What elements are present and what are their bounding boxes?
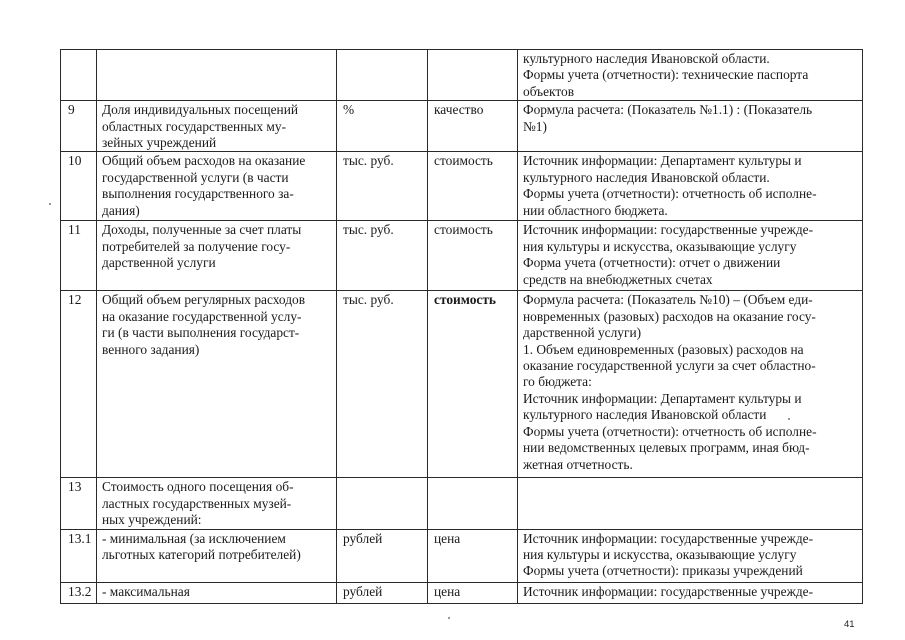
indicator-type-cell: [428, 50, 518, 101]
text-line: ги (в части выполнения государст-: [102, 325, 300, 341]
text-line: областных государственных му-: [102, 118, 287, 134]
text-line: Общий объем регулярных расходов: [102, 292, 306, 308]
description-cell: [518, 291, 863, 478]
row-number-cell: 9: [61, 101, 97, 152]
text-line: культурного наследия Ивановской области.: [523, 51, 770, 66]
indicator-type-cell: стоимость: [428, 152, 518, 221]
text-line: культурного наследия Ивановской области: [523, 407, 767, 423]
scan-speck: [448, 617, 450, 619]
text-line: новременных (разовых) расходов на оказание госу-: [523, 308, 816, 324]
indicator-name-cell: [97, 152, 337, 221]
table-row: [61, 478, 863, 529]
text-line: государственной услуги (в части: [102, 169, 289, 185]
table-row: [61, 529, 863, 582]
text-line: объектов: [523, 83, 575, 99]
unit-cell: %: [337, 101, 428, 152]
row-number-cell: 13: [61, 478, 97, 529]
text-line: на оказание государственной услу-: [102, 308, 302, 324]
indicator-type-cell: стоимость: [428, 291, 518, 478]
indicator-type-cell: [428, 478, 518, 529]
text-line: льготных категорий потребителей): [102, 547, 301, 563]
description-cell: [518, 50, 863, 101]
indicator-type-cell: цена: [428, 529, 518, 582]
unit-cell: тыс. руб.: [337, 152, 428, 221]
description-cell: [518, 582, 863, 603]
text-line: Общий объем расходов на оказание: [102, 153, 306, 169]
description-cell: [518, 529, 863, 582]
text-line: - максимальная: [102, 583, 190, 599]
text-line: Источник информации: государственные учрежде-: [523, 222, 814, 238]
row-number-cell: [61, 50, 97, 101]
description-cell: [518, 101, 863, 152]
text-line: Стоимость одного посещения об-: [102, 479, 294, 495]
table-row: [61, 291, 863, 478]
table-row: [61, 221, 863, 291]
indicator-name-cell: [97, 478, 337, 529]
text-line: ных учреждений:: [102, 512, 202, 528]
table-row: [61, 582, 863, 603]
text-line: Формы учета (отчетности): отчетность об исполне-: [523, 423, 817, 439]
text-line: Источник информации: Департамент культуры и: [523, 390, 802, 406]
indicator-type-cell: цена: [428, 582, 518, 603]
text-line: Доля индивидуальных посещений: [102, 102, 299, 118]
text-line: выполнения государственного за-: [102, 186, 294, 202]
description-cell: [518, 152, 863, 221]
description-cell: [518, 478, 863, 529]
unit-cell: тыс. руб.: [337, 221, 428, 291]
text-line: дарственной услуги): [523, 325, 642, 341]
row-number-cell: 10: [61, 152, 97, 221]
indicator-type-cell: качество: [428, 101, 518, 152]
text-line: нии областного бюджета.: [523, 202, 668, 218]
unit-cell: тыс. руб.: [337, 291, 428, 478]
text-line: Формы учета (отчетности): приказы учреждений: [523, 563, 803, 579]
indicator-name-cell: [97, 529, 337, 582]
text-line: венного задания): [102, 341, 200, 357]
text-line: ния культуры и искусства, оказывающие услугу: [523, 238, 797, 254]
unit-cell: рублей: [337, 582, 428, 603]
row-number-cell: 12: [61, 291, 97, 478]
text-line: Форма учета (отчетности): отчет о движении: [523, 255, 781, 271]
text-line: - минимальная (за исключением: [102, 530, 286, 546]
text-line: нии ведомственных целевых программ, иная бюд-: [523, 440, 810, 456]
text-line: Источник информации: государственные учрежде-: [523, 583, 814, 599]
indicator-name-cell: [97, 101, 337, 152]
text-line: средств на внебюджетных счетах: [523, 271, 713, 287]
text-line: оказание государственной услуги за счет областно-: [523, 358, 816, 374]
text-line: Формы учета (отчетности): отчетность об исполне-: [523, 186, 817, 202]
indicator-name-cell: [97, 50, 337, 101]
text-line: Доходы, полученные за счет платы: [102, 222, 302, 238]
unit-cell: рублей: [337, 529, 428, 582]
indicator-type-cell: стоимость: [428, 221, 518, 291]
table-row: [61, 152, 863, 221]
description-cell: [518, 221, 863, 291]
indicator-name-cell: [97, 582, 337, 603]
scan-speck: [788, 418, 790, 420]
text-line: ния культуры и искусства, оказывающие услугу: [523, 547, 797, 563]
text-line: 1. Объем единовременных (разовых) расходов на: [523, 341, 804, 357]
row-number-cell: 13.1: [61, 529, 97, 582]
text-line: Формула расчета: (Показатель №10) – (Объем еди-: [523, 292, 813, 308]
text-line: №1): [523, 118, 547, 134]
text-line: потребителей за получение госу-: [102, 238, 291, 254]
indicator-name-cell: [97, 291, 337, 478]
indicator-name-cell: [97, 221, 337, 291]
row-number-cell: 11: [61, 221, 97, 291]
text-line: Формы учета (отчетности): технические паспорта: [523, 67, 809, 83]
unit-cell: [337, 50, 428, 101]
text-line: Источник информации: Департамент культуры и: [523, 153, 802, 169]
text-line: дания): [102, 202, 140, 218]
text-line: зейных учреждений: [102, 135, 217, 151]
table-row: [61, 101, 863, 152]
text-line: Источник информации: государственные учрежде-: [523, 530, 814, 546]
indicators-table: [60, 49, 863, 604]
page-number: 41: [844, 619, 855, 630]
text-line: жетная отчетность.: [523, 456, 633, 472]
text-line: Формула расчета: (Показатель №1.1) : (Показатель: [523, 102, 813, 118]
text-line: дарственной услуги: [102, 255, 216, 271]
unit-cell: [337, 478, 428, 529]
text-line: ластных государственных музей-: [102, 495, 292, 511]
row-number-cell: 13.2: [61, 582, 97, 603]
text-line: го бюджета:: [523, 374, 592, 390]
text-line: культурного наследия Ивановской области.: [523, 169, 770, 185]
table-row: [61, 50, 863, 101]
scan-speck: [49, 203, 51, 205]
